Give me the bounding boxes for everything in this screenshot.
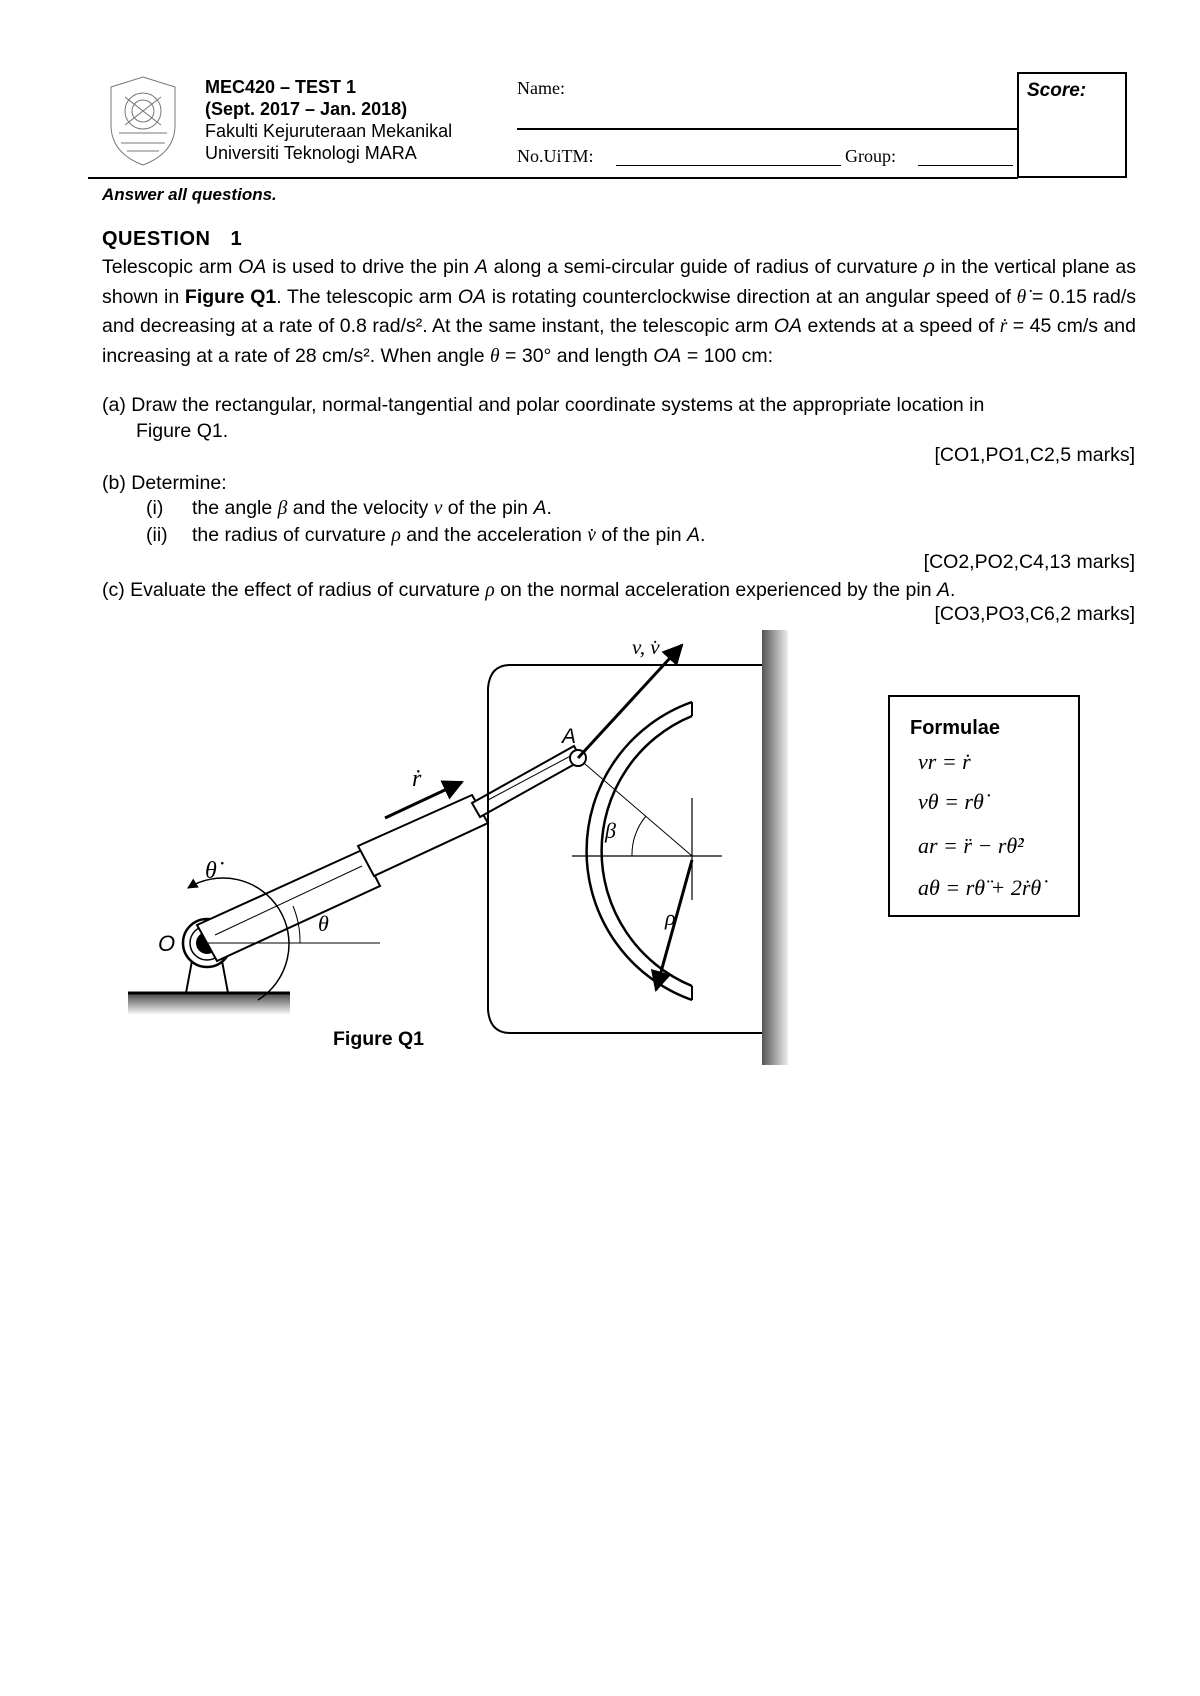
wall (762, 630, 788, 1065)
rho-label: ρ (665, 905, 676, 930)
uitm-logo (103, 73, 183, 168)
figure-q1 (120, 625, 800, 1065)
beta-label: β (605, 818, 616, 843)
part-b-marks: [CO2,PO2,C4,13 marks] (923, 551, 1135, 573)
part-b-ii-num: (ii) (146, 524, 168, 546)
no-uitm-label: No.UiTM: (517, 146, 594, 166)
ground (128, 993, 290, 1015)
point-a-label: A (562, 725, 577, 748)
score-label: Score: (1027, 80, 1087, 101)
part-b-text: (b) Determine: (102, 472, 227, 494)
name-label: Name: (517, 78, 565, 98)
part-a-marks: [CO1,PO1,C2,5 marks] (934, 444, 1135, 466)
instruction: Answer all questions. (102, 185, 277, 204)
header-divider (88, 177, 1018, 179)
formulae-title: Formulae (910, 717, 1001, 739)
r-dot-label: ṙ (412, 766, 422, 792)
question-title-text: QUESTION (102, 228, 211, 250)
point-o-label: O (158, 931, 176, 956)
formulae-box (888, 695, 1080, 917)
guide-frame (488, 665, 762, 1033)
beta-ray (578, 758, 692, 856)
course-code: MEC420 – TEST 1 (205, 77, 357, 97)
question-number: 1 (230, 228, 243, 250)
part-b-i-num: (i) (146, 497, 164, 519)
theta-label: θ (318, 911, 329, 936)
formula-vtheta: vθ = rθ̇ (918, 789, 984, 814)
group-label: Group: (845, 146, 896, 166)
formula-vr: vr = ṙ (918, 749, 971, 774)
part-a-text-cont: Figure Q1. (136, 420, 229, 442)
name-field-line[interactable] (517, 128, 1017, 130)
part-b-ii-text: the radius of curvature ρ and the acceleration v̇ of the pin A. (192, 524, 706, 546)
theta-dot-label: θ̇ (205, 858, 217, 884)
no-uitm-field-line[interactable] (616, 165, 841, 166)
faculty-name: Fakulti Kejuruteraan Mekanikal (205, 121, 453, 141)
university-name: Universiti Teknologi MARA (205, 143, 417, 163)
group-field-line[interactable] (918, 165, 1013, 166)
figure-caption: Figure Q1 (333, 1028, 425, 1050)
question-title (102, 228, 242, 251)
formula-atheta: aθ = rθ̈ + 2ṙθ̇ (918, 875, 1042, 900)
formula-ar: ar = r̈ − rθ̇² (918, 833, 1024, 858)
part-a-text: (a) Draw the rectangular, normal-tangential and polar coordinate systems at the appropriate location in (102, 394, 985, 416)
course-session: (Sept. 2017 – Jan. 2018) (205, 99, 408, 119)
arm-collar (358, 795, 488, 876)
question-intro: Telescopic arm OA is used to drive the pin A along a semi-circular guide of radius of curvature ρ in the vertical plane as shown in Figure Q1. The telescopic arm OA is rotating counterclockwise direction at an angular speed of θ̇ = 0.15 rad/s and decreasing at a rate of 0.8 rad/s². At the same instant, the telescopic arm OA extends at a speed of ṙ = 45 cm/s and increasing at a rate of 28 cm/s². When angle θ = 30° and length OA = 100 cm: (102, 256, 1136, 367)
score-box[interactable] (1017, 72, 1127, 178)
part-c-text: (c) Evaluate the effect of radius of curvature ρ on the normal acceleration experienced by the pin A. (102, 579, 956, 601)
course-info (205, 76, 452, 164)
velocity-label: v, v̇ (632, 635, 660, 659)
guide-inner (602, 716, 692, 986)
part-b-i-text: the angle β and the velocity v of the pin A. (192, 497, 552, 519)
part-c-marks: [CO3,PO3,C6,2 marks] (934, 603, 1135, 625)
